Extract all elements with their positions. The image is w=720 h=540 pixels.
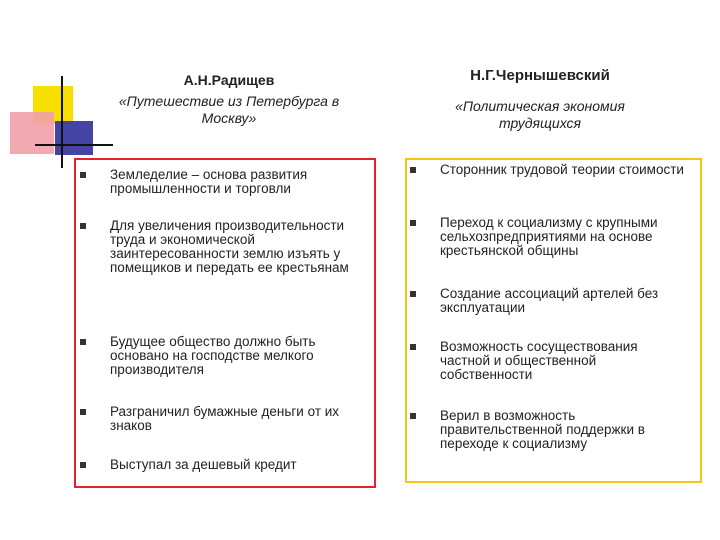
bullet-icon [410,344,416,350]
right-item-text: Сторонник трудовой теории стоимости [440,162,684,177]
left-item-text: Для увеличения производительности труда и экономической заинтересованности землю изъять у помещиков и передать ее крестьянам [110,218,349,275]
right-list-item [440,163,690,177]
left-list-item [110,458,366,472]
right-heading [420,67,660,132]
right-work-title: «Политическая экономия трудящихся [455,98,625,131]
right-list-item [440,216,698,258]
left-list-item [110,168,368,196]
left-item-text: Земледелие – основа развития промышленности и торговли [110,167,308,196]
right-item-text: Возможность сосуществования частной и общественной собственности [440,339,638,382]
right-item-text: Верил в возможность правительственной поддержки в переходе к социализму [440,408,645,451]
right-item-text: Создание ассоциаций артелей без эксплуатации [440,286,659,315]
left-list-item [110,335,362,377]
right-list-item [440,409,690,451]
bullet-icon [410,413,416,419]
bullet-icon [80,172,86,178]
bullet-icon [410,167,416,173]
left-work-title: «Путешествие из Петербурга в Москву» [118,93,340,126]
left-item-text: Разграничил бумажные деньги от их знаков [110,404,340,433]
right-list-item [440,287,696,315]
decor-red-square [10,112,54,154]
left-list-item [110,405,366,433]
decor-horizontal-line [35,144,113,146]
left-author: А.Н.Радищев [183,72,275,88]
left-frame [74,158,376,488]
bullet-icon [80,462,86,468]
right-author: Н.Г.Чернышевский [470,67,610,84]
bullet-icon [80,223,86,229]
left-heading [105,72,353,127]
right-item-text: Переход к социализму с крупными сельхозпредприятиями на основе крестьянской общины [440,215,658,258]
bullet-icon [80,339,86,345]
left-item-text: Выступал за дешевый кредит [110,457,297,472]
bullet-icon [80,409,86,415]
left-item-text: Будущее общество должно быть основано на господстве мелкого производителя [110,334,316,377]
right-list-item [440,340,680,382]
left-list-item [110,219,372,275]
bullet-icon [410,220,416,226]
decor-vertical-line [61,76,63,168]
bullet-icon [410,291,416,297]
